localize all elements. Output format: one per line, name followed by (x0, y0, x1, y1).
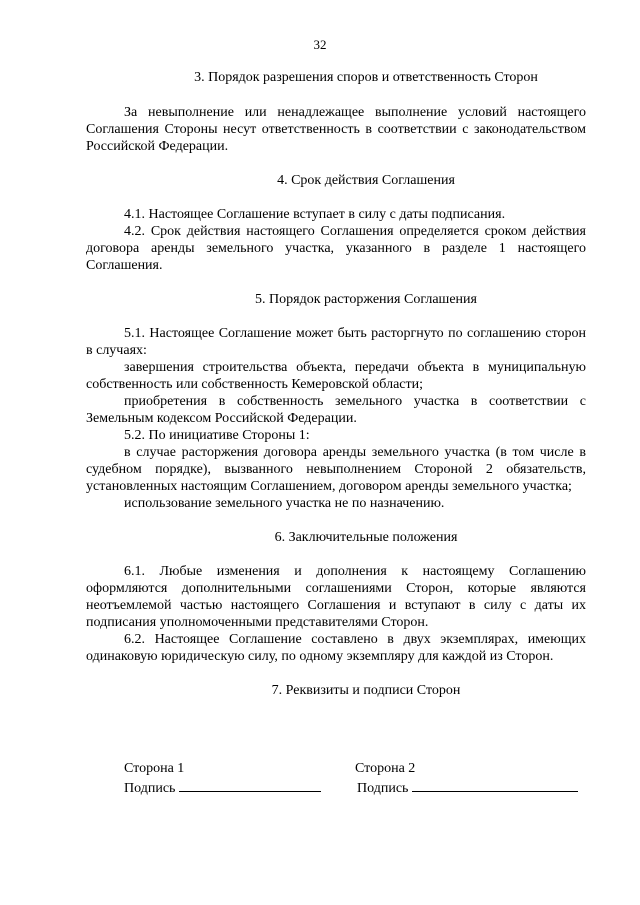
document-body (86, 64, 586, 699)
section-3-title: 3. Порядок разрешения споров и ответственность Сторон (194, 70, 538, 85)
section-4-paragraph-2: 4.2. Срок действия настоящего Соглашения определяется сроком действия договора аренды земельного участка, указанного в разделе 1 настоящего Соглашения. (86, 224, 586, 273)
section-6 (86, 530, 586, 665)
section-4-title: 4. Срок действия Соглашения (277, 173, 455, 188)
section-6-title: 6. Заключительные положения (274, 530, 458, 545)
section-4 (86, 173, 586, 274)
section-7-title: 7. Реквизиты и подписи Сторон (271, 683, 461, 698)
section-6-paragraph-2: 6.2. Настоящее Соглашение составлено в двух экземплярах, имеющих одинаковую юридическую силу, по одному экземпляру для каждой из Сторон. (86, 632, 586, 664)
party-1-sign-label: Подпись (124, 781, 176, 796)
party-1-sign-row (124, 778, 321, 798)
section-5-paragraph-6: использование земельного участка не по назначению. (124, 496, 445, 511)
party-1-signature-line (179, 778, 321, 792)
section-3-paragraph-1: За невыполнение или ненадлежащее выполнение условий настоящего Соглашения Стороны несут ответственность в соответствии с законодательством Российской Федерации. (86, 105, 586, 154)
section-5-title: 5. Порядок расторжения Соглашения (255, 292, 477, 307)
section-5-paragraph-2: завершения строительства объекта, передачи объекта в муниципальную собственность или собственность Кемеровской области; (86, 360, 586, 392)
signature-party-1 (124, 760, 321, 798)
section-5-paragraph-1: 5.1. Настоящее Соглашение может быть расторгнуто по соглашению сторон в случаях: (86, 326, 586, 358)
section-5 (86, 292, 586, 512)
section-7 (86, 683, 586, 699)
party-1-label: Сторона 1 (124, 761, 185, 776)
party-2-sign-label: Подпись (357, 781, 409, 796)
page-number: 32 (313, 37, 327, 52)
party-2-label: Сторона 2 (355, 761, 416, 776)
section-3 (86, 70, 586, 155)
section-5-paragraph-5: в случае расторжения договора аренды земельного участка (в том числе в судебном порядке), вызванного невыполнением Стороной 2 обязательств, установленных настоящим Соглашением, договором аренды земельного участка; (86, 445, 586, 494)
section-4-paragraph-1: 4.1. Настоящее Соглашение вступает в силу с даты подписания. (124, 207, 506, 222)
signature-party-2 (355, 760, 578, 798)
party-2-signature-line (412, 778, 578, 792)
party-2-sign-row (355, 778, 578, 798)
section-5-paragraph-4: 5.2. По инициативе Стороны 1: (124, 428, 310, 443)
section-5-paragraph-3: приобретения в собственность земельного участка в соответствии с Земельным кодексом Российской Федерации. (86, 394, 586, 426)
section-6-paragraph-1: 6.1. Любые изменения и дополнения к настоящему Соглашению оформляются дополнительными соглашениями Сторон, которые являются неотъемлемой частью настоящего Соглашения и вступают в силу с даты их подписания уполномоченными представителями Сторон. (86, 564, 586, 630)
